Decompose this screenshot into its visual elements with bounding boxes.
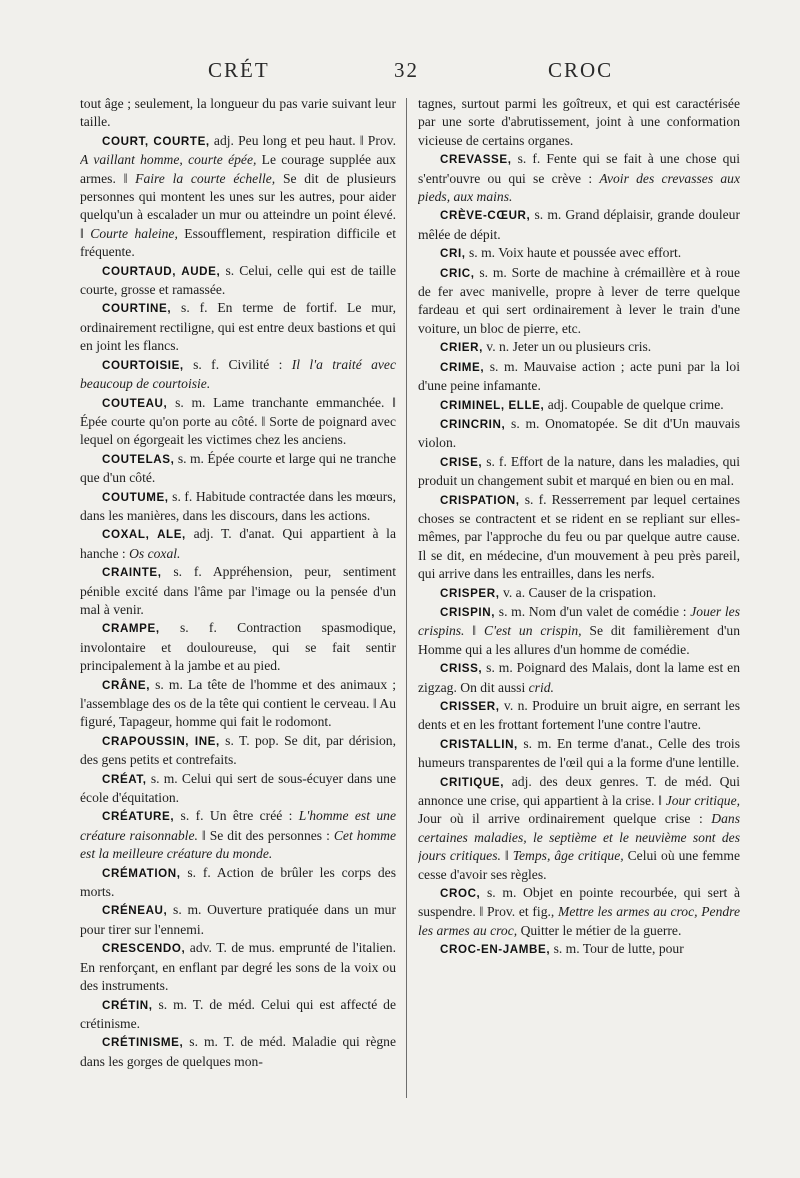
dictionary-entry: [418, 396, 740, 415]
entry-headword: CRISS,: [440, 662, 483, 676]
entry-headword: CRIMINEL, ELLE,: [440, 398, 545, 412]
entry-text: s. m. Grand déplaisir, grande douleur mêlée de dépit.: [418, 207, 740, 242]
entry-headword: CRÉTINISME,: [102, 1036, 184, 1050]
entry-text: adj. des deux genres. T. de méd. Qui annonce une crise, qui appartient à la crise. ‖: [418, 773, 740, 809]
entry-example: Temps, âge critique,: [512, 848, 624, 864]
entry-text: s. m. En terme d'anat., Celle des trois humeurs transparentes de l'œil qui a la forme d'une lentille.: [418, 735, 740, 771]
entry-headword: CRAPOUSSIN, INE,: [102, 734, 220, 748]
dictionary-entry: [80, 132, 396, 262]
entry-text: Celui où une femme cesse d'avoir ses règles.: [418, 848, 740, 882]
entry-headword: CROC-EN-JAMBE,: [440, 943, 551, 957]
entry-text: ‖: [464, 623, 484, 639]
dictionary-entry: [418, 415, 740, 453]
dictionary-entry: [418, 491, 740, 584]
entry-headword: CRÈVE-CŒUR,: [440, 209, 531, 223]
entry-text: v. n. Produire un bruit aigre, en serrant les dents et en les frottant fortement l'une contre l'autre.: [418, 698, 740, 733]
entry-text: s. m. Nom d'un valet de comédie :: [495, 603, 691, 619]
entry-text: s. m. Mauvaise action ; acte puni par la loi d'une peine infamante.: [418, 358, 740, 394]
dictionary-entry: [80, 996, 396, 1034]
entry-text: Quitter le métier de la guerre.: [517, 922, 682, 938]
continued-text: [418, 95, 740, 150]
running-header: [80, 58, 740, 92]
entry-text: s. m. Ouverture pratiquée dans un mur pour tirer sur l'ennemi.: [80, 902, 396, 937]
entry-text: adj. T. d'anat. Qui appartient à la hanche :: [80, 526, 396, 561]
dictionary-entry: [80, 525, 396, 563]
entry-text: s. m. Poignard des Malais, dont la lame est en zigzag. On dit aussi: [418, 660, 740, 695]
entry-text: s. m. Onomatopée. Se dit d'Un mauvais violon.: [418, 415, 740, 451]
dictionary-entry: [80, 262, 396, 300]
dictionary-entry: [418, 358, 740, 396]
entry-example: crid.: [528, 679, 554, 695]
entry-text: s. m. Épée courte et large qui ne tranche que d'un côté.: [80, 450, 396, 486]
entry-headword: CRÉAT,: [102, 772, 147, 786]
dictionary-entry: [80, 676, 396, 732]
entry-headword: CRINCRIN,: [440, 417, 506, 431]
dictionary-entry: [418, 940, 740, 959]
entry-headword: CRÉNEAU,: [102, 904, 168, 918]
entry-text: Jour où il arrive ordinairement quelque crise :: [418, 811, 712, 827]
entry-text: s. m. Sorte de machine à crémaillère et à roue de fer avec manivelle, propre à lever de terre quelque fardeau et qui sert ordinairement à lever le train d'une voiture, un bloc de pierre, etc.: [418, 264, 740, 336]
continued-text: [80, 95, 396, 132]
entry-example: A vaillant homme, courte épée,: [80, 152, 257, 168]
entry-text: s. f. Habitude contractée dans les mœurs, dans les manières, dans les discours, dans les actions.: [80, 488, 396, 523]
entry-text: adj. Coupable de quelque crime.: [544, 396, 724, 412]
entry-headword: CROC,: [440, 887, 481, 901]
entry-example: Mettre les armes au croc, Pendre les armes au croc,: [418, 904, 740, 938]
entry-headword: CRITIQUE,: [440, 775, 505, 789]
entry-headword: COUTUME,: [102, 490, 169, 504]
entry-headword: CREVASSE,: [440, 153, 512, 167]
entry-example: L'homme est une créature raisonnable.: [80, 808, 396, 843]
entry-text: s. m. T. de méd. Celui qui est affecté de crétinisme.: [80, 996, 396, 1031]
dictionary-entry: [80, 619, 396, 675]
entry-headword: CRIC,: [440, 266, 475, 280]
entry-example: Courte haleine,: [90, 225, 178, 241]
entry-text: s. m. Tour de lutte, pour: [550, 941, 684, 957]
entry-example: Avoir des crevasses aux pieds, aux mains.: [418, 170, 740, 205]
entry-headword: CRISPATION,: [440, 493, 520, 507]
right-column: [418, 95, 740, 1135]
entry-headword: CRESCENDO,: [102, 942, 186, 956]
dictionary-entry: [80, 563, 396, 619]
entry-text: s. f. Appréhension, peur, sentiment pénible excité dans l'âme par l'image ou la pensée d'un mal à venir.: [80, 564, 396, 617]
entry-text: Essoufflement, respiration difficile et fréquente.: [80, 225, 396, 260]
left-column: [80, 95, 396, 1135]
entry-headword: CRI,: [440, 247, 466, 261]
entry-headword: CRÉATURE,: [102, 810, 175, 824]
entry-text: Le courage supplée aux armes. ‖: [80, 152, 396, 186]
entry-example: Faire la courte échelle,: [135, 170, 276, 186]
dictionary-entry: [80, 807, 396, 863]
entry-text: s. m. La tête de l'homme et des animaux ; l'assemblage des os de la tête qui contient le cerveau. ‖ Au figuré, Tapageur, homme qui fait le rodomont.: [80, 676, 396, 730]
dictionary-entry: [418, 206, 740, 244]
dictionary-entry: [80, 488, 396, 526]
entry-headword: COURT, COURTE,: [102, 134, 210, 148]
dictionary-entry: [80, 864, 396, 902]
dictionary-entry: [80, 1033, 396, 1071]
entry-text: adv. T. de mus. emprunté de l'italien. En renforçant, en enflant par degré les sons de la voix ou des instruments.: [80, 940, 396, 994]
entry-text: s. f. Un être créé :: [174, 808, 299, 824]
entry-headword: CRÂNE,: [102, 678, 151, 692]
entry-text: Se dit de plusieurs personnes qui montent les unes sur les autres, pour aider quelqu'un à escalader un mur ou atteindre un point élevé. ‖: [80, 170, 396, 241]
entry-text: s. f. Effort de la nature, dans les maladies, qui produit un changement subit et marqué en bien ou en mal.: [418, 453, 740, 489]
dictionary-entry: [418, 773, 740, 884]
entry-headword: CRAINTE,: [102, 566, 162, 580]
entry-text: ‖ Se dit des personnes :: [197, 827, 334, 843]
dictionary-entry: [80, 356, 396, 394]
entry-headword: CRISE,: [440, 455, 483, 469]
entry-example: Il l'a traité avec beaucoup de courtoisie.: [80, 356, 396, 392]
entry-example: Os coxal.: [129, 545, 181, 561]
entry-text: adj. Peu long et peu haut. ‖ Prov.: [209, 132, 396, 148]
header-left-guideword: CRÉT: [208, 58, 270, 82]
entry-headword: CRISPIN,: [440, 605, 496, 619]
header-right-guideword: CROC: [548, 58, 614, 82]
dictionary-entry: [418, 735, 740, 773]
entry-example: Dans certaines maladies, le septième et le neuvième sont des jours critiques.: [418, 811, 740, 864]
entry-headword: CRIME,: [440, 360, 485, 374]
entry-text: tout âge ; seulement, la longueur du pas varie suivant leur taille.: [80, 96, 396, 130]
dictionary-entry: [418, 603, 740, 659]
entry-headword: COURTAUD, AUDE,: [102, 264, 221, 278]
entry-example: Jour critique,: [665, 793, 740, 809]
entry-text: s. f. En terme de fortif. Le mur, ordinairement rectiligne, qui est entre deux bastions et qui en joint les flancs.: [80, 300, 396, 354]
entry-text: s. f. Civilité :: [183, 356, 292, 372]
entry-text: ‖: [500, 848, 513, 864]
entry-text: s. m. Lame tranchante emmanchée. ‖ Épée courte qu'on porte au côté. ‖ Sorte de poignard avec lequel on égorgeait les victimes chez les anciens.: [80, 394, 396, 448]
entry-headword: COURTOISIE,: [102, 358, 184, 372]
entry-text: s. Celui, celle qui est de taille courte, grosse et ramassée.: [80, 262, 396, 298]
entry-text: s. m. T. de méd. Maladie qui règne dans les gorges de quelques mon-: [80, 1034, 396, 1069]
entry-text: s. m. Objet en pointe recourbée, qui sert à suspendre. ‖ Prov. et fig.,: [418, 885, 740, 920]
entry-text: s. f. Fente qui se fait à une chose qui s'entr'ouvre ou qui se crève :: [418, 151, 740, 186]
entry-text: v. n. Jeter un ou plusieurs cris.: [482, 339, 652, 355]
dictionary-entry: [418, 244, 740, 263]
entry-headword: CRIER,: [440, 341, 483, 355]
entry-headword: CRISSER,: [440, 700, 500, 713]
entry-text: s. T. pop. Se dit, par dérision, des gens petits et contrefaits.: [80, 732, 396, 768]
dictionary-entry: [80, 732, 396, 770]
dictionary-entry: [80, 901, 396, 939]
entry-text: s. m. Voix haute et poussée avec effort.: [465, 245, 682, 261]
dictionary-entry: [80, 939, 396, 995]
entry-headword: CRISPER,: [440, 586, 500, 600]
dictionary-entry: [418, 659, 740, 697]
entry-example: C'est un crispin,: [484, 623, 582, 639]
page-number: 32: [394, 58, 419, 82]
entry-headword: CRÉMATION,: [102, 866, 181, 880]
entry-headword: COUTELAS,: [102, 452, 175, 466]
column-divider: [406, 98, 407, 1098]
entry-headword: COUTEAU,: [102, 396, 168, 410]
dictionary-entry: [418, 264, 740, 339]
entry-text: s. f. Action de brûler les corps des morts.: [80, 864, 396, 900]
entry-headword: COURTINE,: [102, 302, 172, 316]
entry-text: Se dit familièrement d'un Homme qui a les allures d'un homme de comédie.: [418, 623, 740, 657]
dictionary-entry: [80, 770, 396, 808]
dictionary-entry: [80, 299, 396, 355]
entry-text: s. m. Celui qui sert de sous-écuyer dans une école d'équitation.: [80, 770, 396, 806]
dictionary-entry: [80, 394, 396, 450]
entry-text: v. a. Causer de la crispation.: [499, 584, 657, 600]
entry-text: tagnes, surtout parmi les goîtreux, et qui est caractérisée par une sorte d'abrutissement, joint à une conformation vicieuse de certains organes.: [418, 96, 740, 148]
dictionary-entry: [418, 338, 740, 357]
entry-headword: CRÉTIN,: [102, 998, 153, 1012]
dictionary-entry: [418, 884, 740, 940]
entry-headword: COXAL, ALE,: [102, 528, 186, 542]
dictionary-entry: [418, 697, 740, 735]
entry-headword: CRISTALLIN,: [440, 737, 518, 751]
entry-example: Cet homme est la meilleure créature du monde.: [80, 827, 396, 862]
dictionary-entry: [80, 450, 396, 488]
dictionary-entry: [418, 150, 740, 206]
entry-text: s. f. Resserrement par lequel certaines choses se contractent et se rident en se repliant sur elles-mêmes, par l'approche du feu ou par quelque autre cause. Il se dit, en médecine, d'un mouvement à peu près pareil, qui arrive dans les entrailles, dans les nerfs.: [418, 491, 740, 582]
entry-example: Jouer les crispins.: [418, 603, 740, 639]
dictionary-entry: [418, 584, 740, 603]
dictionary-entry: [418, 453, 740, 491]
entry-headword: CRAMPE,: [102, 622, 160, 636]
entry-text: s. f. Contraction spasmodique, involontaire et douloureuse, qui se fait sentir principalement à la jambe et au pied.: [80, 620, 396, 674]
